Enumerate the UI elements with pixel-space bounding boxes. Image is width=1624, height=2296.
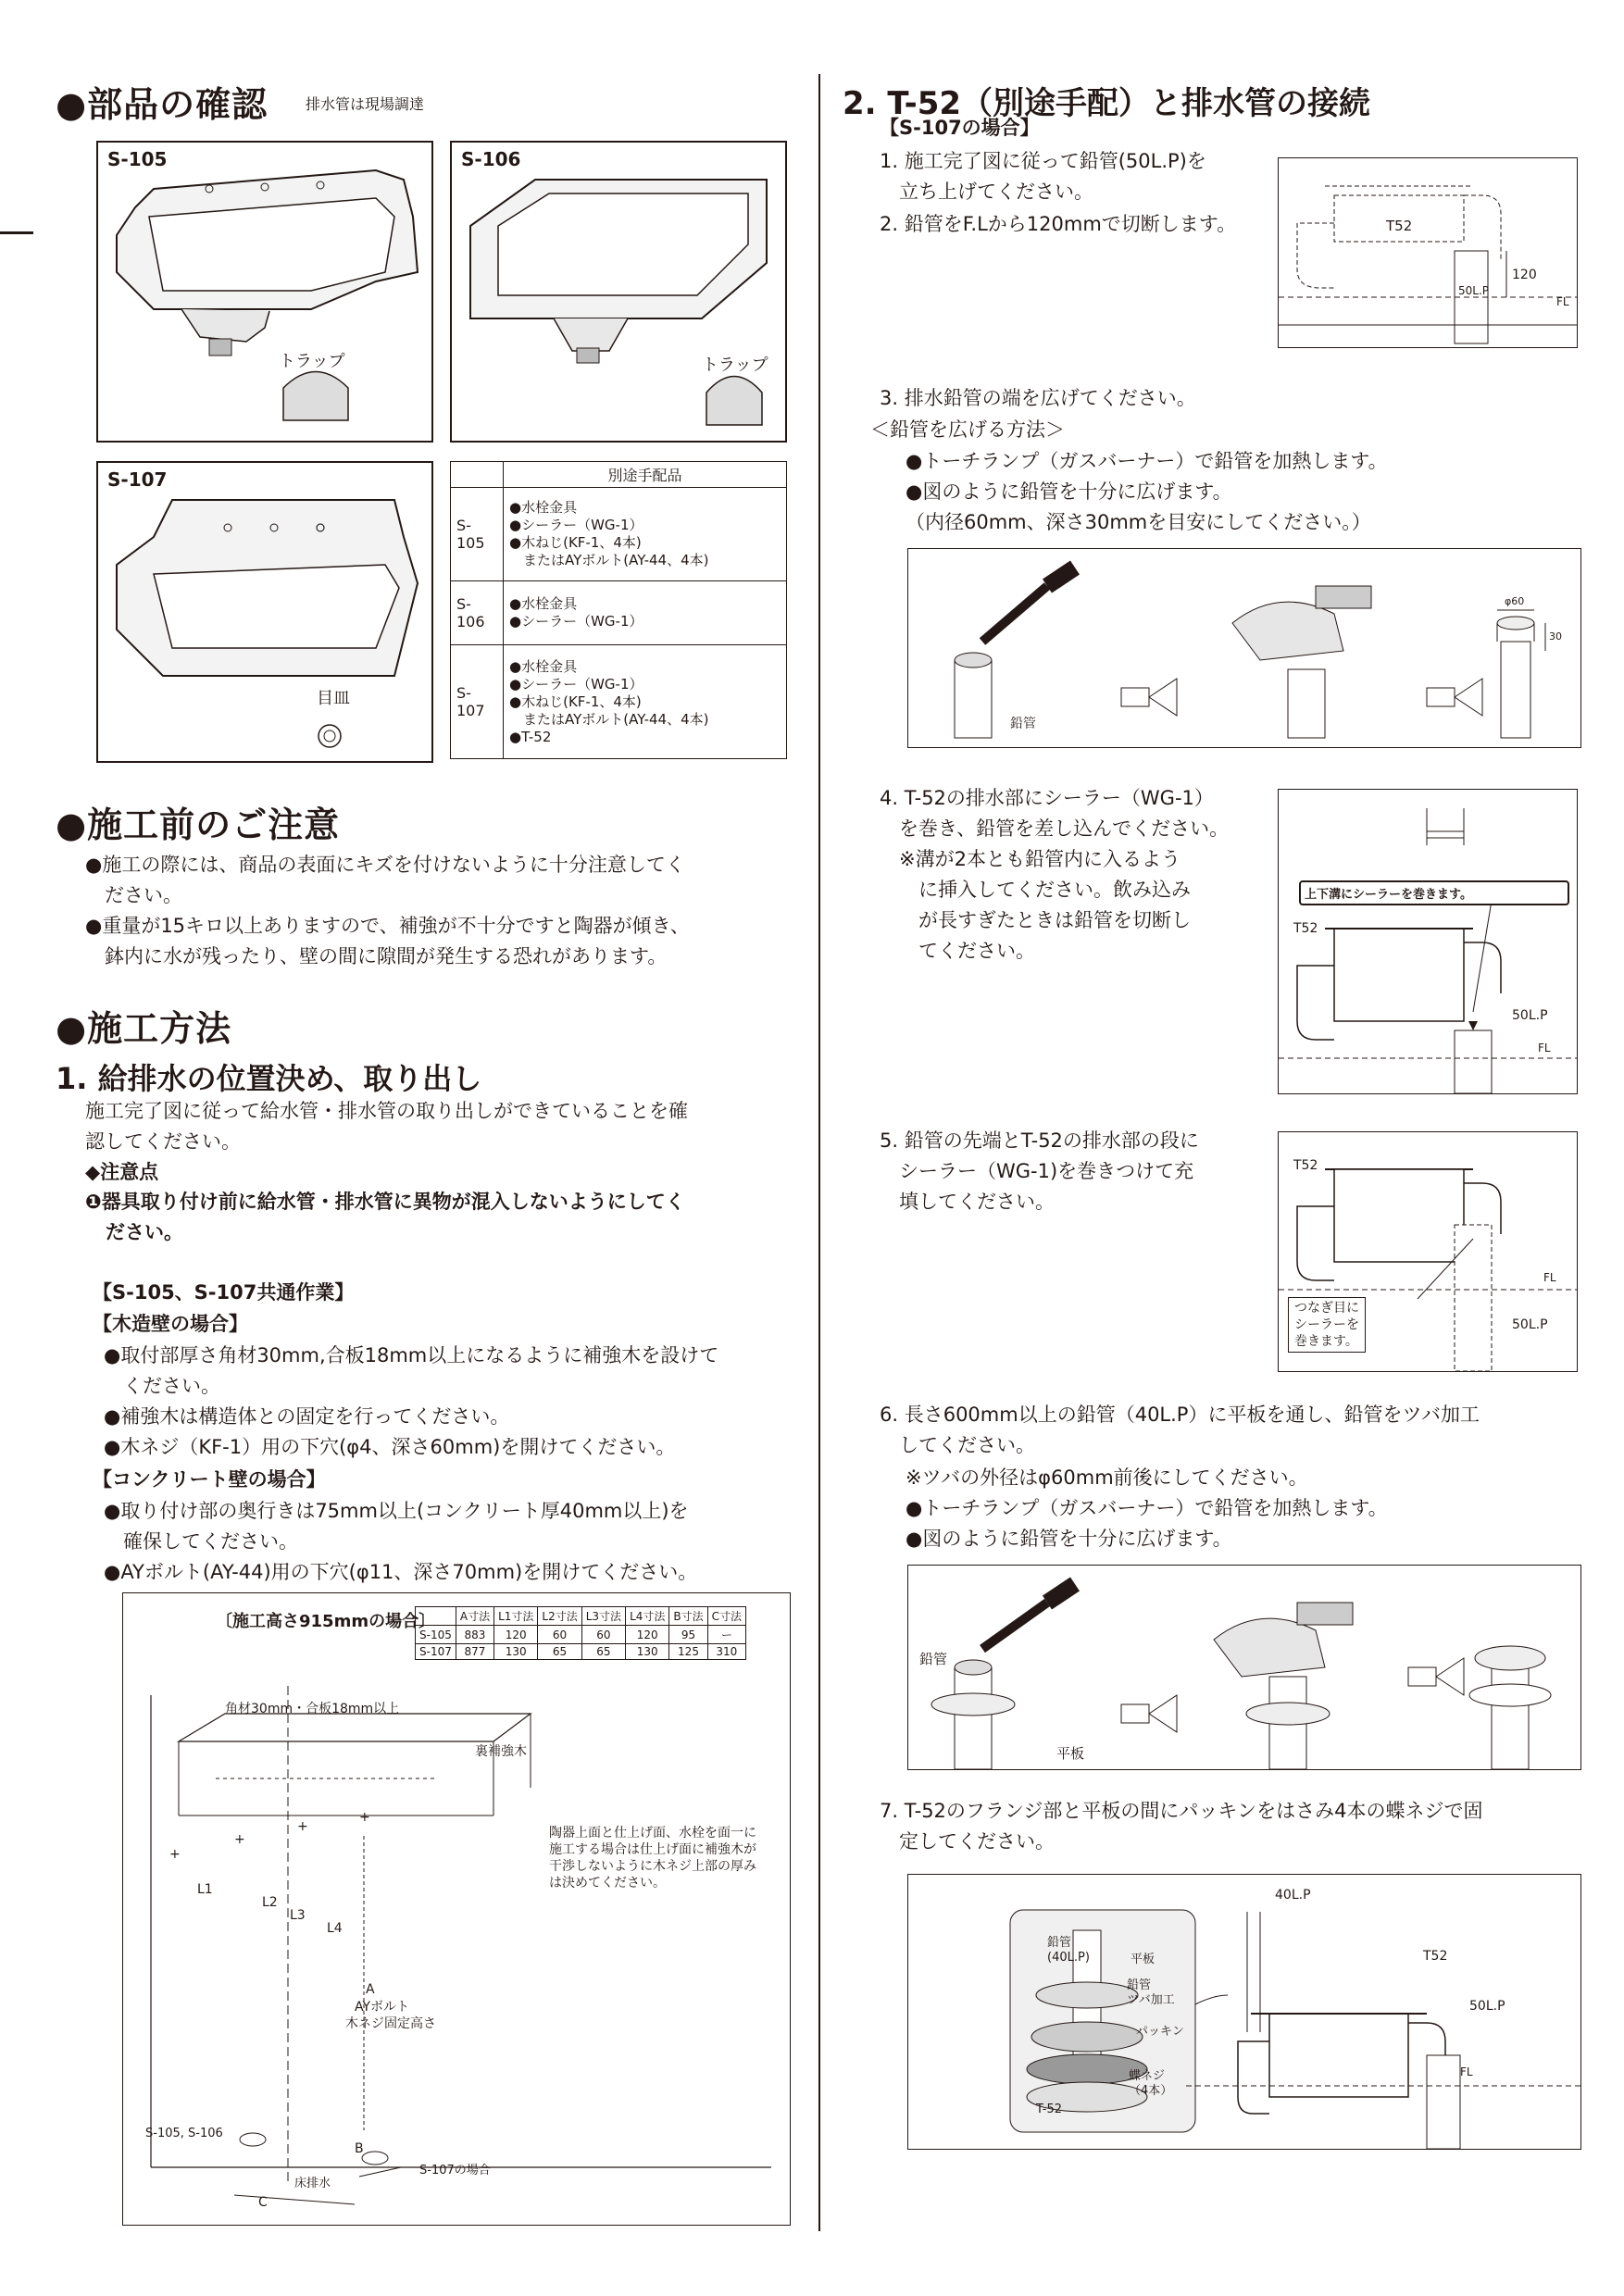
step-6 [880,1400,1583,1461]
step1-text [85,1096,807,1157]
fig1-t52: T52 [1386,218,1413,234]
row-item: ●木ねじ(KF-1、4本) [509,693,642,710]
dim-table-title: 〔施工高さ915mmの場合〕 [216,1612,436,1631]
caution-line: 鉢内に水が残ったり、壁の間に隙間が発生する恐れがあります。 [85,945,668,967]
step6-line: 6. 長さ600mm以上の鉛管（40L.P）に平板を通し、鉛管をツバ加工 [880,1404,1480,1426]
step4-line: ※溝が2本とも鉛管内に入るよう [880,848,1181,870]
row-item: またはAYボルト(AY-44、4本) [509,710,709,728]
caution-line: ●施工の際には、商品の表面にキズを付けないように十分注意してく [85,854,685,876]
step1-line: 立ち上げてください。 [880,181,1093,203]
row-item: ●水栓金具 [509,595,578,612]
fig5-pipe: 鉛管 [919,1651,948,1667]
label-l2: L2 [262,1895,278,1910]
step7-line: 7. T-52のフランジ部と平板の間にパッキンをはさみ4本の蝶ネジで固 [880,1800,1483,1822]
s106-illustration [452,143,785,441]
step-7 [880,1796,1583,1857]
s107-panel [96,461,433,763]
fig-widen-pipe [907,548,1581,748]
fig3-callout: 上下溝にシーラーを巻きます。 [1299,880,1569,905]
row-model: S-107 [451,645,504,759]
step5-line: 填してください。 [880,1191,1055,1213]
label-l1: L1 [197,1882,213,1897]
step-6-list [906,1463,1572,1554]
caution-list [85,850,807,972]
wood-line: ●取付部厚さ角材30mm,合板18mm以上になるように補強木を設けて [104,1344,719,1366]
install-diagram [122,1592,791,2226]
s106-panel [450,141,787,443]
label-b: B [355,2141,364,2156]
method-title: ●施工方法 [56,1008,232,1049]
row-item: ●T-52 [509,728,552,745]
right-title: 2. T-52（別途手配）と排水管の接続 [843,85,1371,122]
concrete-line: 確保してください。 [104,1530,298,1553]
fig4-lp: 50L.P [1512,1317,1548,1332]
fig6-packing: パッキン [1136,2025,1184,2039]
column-divider [818,74,820,2231]
label-l4: L4 [327,1921,343,1936]
fig6-plate: 平板 [1131,1953,1156,1966]
notice-line: ださい。 [106,1221,183,1243]
s107-illustration [98,463,431,761]
notice-line: 器具取り付け前に給水管・排水管に異物が混入しないようにしてく [101,1191,685,1213]
concrete-line: ●取り付け部の奥行きは75mm以上(コンクリート厚40mm以上)を [104,1500,689,1522]
fig4-callout: つなぎ目に シーラーを 巻きます。 [1288,1297,1366,1353]
fig3-lp: 50L.P [1512,1008,1548,1023]
fig6-pipe: 鉛管 (40L.P) [1047,1936,1090,1965]
fig1-h: 120 [1512,268,1537,282]
fig4-t52: T52 [1293,1158,1318,1173]
mezara-label: 目皿 [317,689,350,708]
step3-line: （内径60mm、深さ30mmを目安にしてください。） [906,511,1371,533]
right-subtitle: 【S-107の場合】 [880,117,1040,139]
step4-line: が長すぎたときは鉛管を切断し [880,909,1191,931]
step5-line: 5. 鉛管の先端とT-52の排水部の段に [880,1129,1199,1152]
s105-illustration [98,143,431,441]
fig5-plate: 平板 [1056,1745,1085,1762]
row-model: S-106 [451,581,504,645]
trap-label-2: トラップ [702,356,768,375]
label-c: C [258,2195,268,2210]
fig6-tsuba: 鉛管 ツバ加工 [1127,1978,1175,2007]
step-3-sub: ＜鉛管を広げる方法＞ [870,418,1065,441]
fig6-t52b: T52 [1423,1949,1448,1964]
fig6-t52a: T-52 [1036,2103,1062,2116]
step4-line: てください。 [880,940,1035,962]
fig6-lp40: 40L.P [1275,1888,1311,1903]
fig-widen-pipe-drawing [908,549,1580,747]
svg-text:+: + [169,1847,181,1862]
row-item: ●水栓金具 [509,499,578,516]
fig6-wing: 蝶ネジ （4本） [1129,2069,1173,2098]
step4-line: に挿入してください。飲み込み [880,879,1191,901]
wood-list [104,1341,807,1463]
parts-note: 排水管は現場調達 [306,95,425,113]
concrete-line: ●AYボルト(AY-44)用の下穴(φ11、深さ70mm)を開けてください。 [104,1561,698,1583]
s105-panel [96,141,433,443]
step-2: 2. 鉛管をF.Lから120mmで切断します。 [880,213,1237,235]
fig2-pipe: 鉛管 [1010,717,1036,731]
fig-insert-pipe-drawing [1279,790,1577,1093]
concrete-list [104,1496,807,1588]
step-4 [880,783,1268,967]
fig-cut-pipe [1278,157,1578,348]
separate-order-table [450,461,787,759]
fig-insert-pipe [1278,789,1578,1094]
row-model: S-105 [451,488,504,581]
fig3-fl: FL [1538,1042,1551,1054]
label-s107: S-107の場合 [419,2164,491,2177]
label-s105: S-105, S-106 [145,2127,223,2140]
label-screw: 木ネジ固定高さ [345,2016,436,2031]
warning-icon: ❶ [85,1191,102,1213]
svg-text:+: + [234,1832,245,1847]
caution-title: ●施工前のご注意 [56,805,341,845]
step1-title: 1. 給排水の位置決め、取り出し [56,1061,482,1096]
caution-line: ●重量が15キロ以上ありますので、補強が不十分ですと陶器が傾き、 [85,915,690,937]
fig6-lp50: 50L.P [1469,1999,1505,2014]
step5-line: シーラー（WG-1)を巻きつけて充 [880,1160,1194,1182]
step3-line: ●トーチランプ（ガスバーナー）で鉛管を加熱します。 [906,450,1388,472]
row-item: またはAYボルト(AY-44、4本) [509,552,709,568]
concrete-title: 【コンクリート壁の場合】 [93,1468,326,1491]
fig4-fl: FL [1543,1271,1556,1284]
s107-label: S-107 [107,468,168,491]
step1-line: 施工完了図に従って給水管・排水管の取り出しができていることを確 [85,1100,688,1122]
step-5 [880,1126,1268,1217]
step1-line: 1. 施工完了図に従って鉛管(50L.P)を [880,150,1206,172]
step3-line: ●図のように鉛管を十分に広げます。 [906,480,1232,503]
fig2-d60: φ60 [1505,595,1525,607]
row-item: ●シーラー（WG-1） [509,517,643,533]
wood-line: ●木ネジ（KF-1）用の下穴(φ4、深さ60mm)を開けてください。 [104,1436,676,1458]
step6-item: ●図のように鉛管を十分に広げます。 [906,1528,1232,1550]
fig1-fl: FL [1556,295,1569,308]
fig3-t52: T52 [1293,921,1318,936]
row-item: ●水栓金具 [509,657,578,675]
notice-text [85,1187,807,1248]
fig-flange-pipe [907,1565,1581,1770]
fig-assembly [907,1874,1581,2150]
row-item: ●シーラー（WG-1） [509,613,643,630]
step7-line: 定してください。 [880,1830,1055,1853]
fig-flange-pipe-drawing [908,1566,1580,1769]
s106-label: S-106 [461,148,521,170]
wood-line: ください。 [104,1375,220,1397]
step4-line: 4. T-52の排水部にシーラー（WG-1） [880,787,1214,809]
notice-label: ◆注意点 [85,1161,159,1183]
fig2-d30: 30 [1549,630,1562,643]
parts-title: ●部品の確認 [56,84,269,125]
label-floor: 床排水 [294,2177,331,2190]
step6-line: してください。 [880,1434,1035,1456]
row-item: ●木ねじ(KF-1、4本) [509,534,642,551]
svg-text:+: + [359,1810,370,1825]
svg-text:+: + [297,1819,308,1834]
step-1 [880,146,1250,207]
dim-table: A寸法 L1寸法 L2寸法 L3寸法 L4寸法 B寸法 C寸法 S-105 883 120 60 60 120 95 ー S-107 877 130 65 65 130 125 310 [415,1606,746,1660]
wood-title: 【木造壁の場合】 [93,1313,248,1335]
label-ay: AYボルト [355,2000,410,2015]
step-3-list [906,446,1554,538]
label-note: 陶器上面と仕上げ面、水栓を面一に 施工する場合は仕上げ面に補強木が 干渉しないように木ネジ上部の厚み は決めてください。 [549,1826,756,1890]
caution-line: ださい。 [85,884,182,906]
fig1-lp: 50L.P [1458,284,1490,297]
trap-label: トラップ [279,352,345,371]
step4-line: を巻き、鉛管を差し込んでください。 [880,817,1230,840]
label-back: 裏補強木 [475,1744,527,1759]
label-l3: L3 [290,1908,306,1923]
margin-tick [0,231,33,234]
fig-seal-joint [1278,1131,1578,1372]
step6-item: ※ツバの外径はφ60mm前後にしてください。 [906,1466,1308,1489]
row-item: ●シーラー（WG-1） [509,675,643,693]
common-title: 【S-105、S-107共通作業】 [93,1281,355,1304]
fig-cut-pipe-drawing [1279,158,1577,347]
table-header: 別途手配品 [504,462,787,488]
step1-line: 認してください。 [85,1130,241,1153]
label-a: A [366,1982,375,1997]
step-3: 3. 排水鉛管の端を広げてください。 [880,387,1196,409]
step6-item: ●トーチランプ（ガスバーナー）で鉛管を加熱します。 [906,1497,1388,1519]
fig6-fl: FL [1460,2065,1473,2078]
label-wood: 角材30mm・合板18mm以上 [225,1702,400,1716]
wood-line: ●補強木は構造体との固定を行ってください。 [104,1405,510,1428]
s105-label: S-105 [107,148,168,170]
install-drawing [123,1593,790,2225]
